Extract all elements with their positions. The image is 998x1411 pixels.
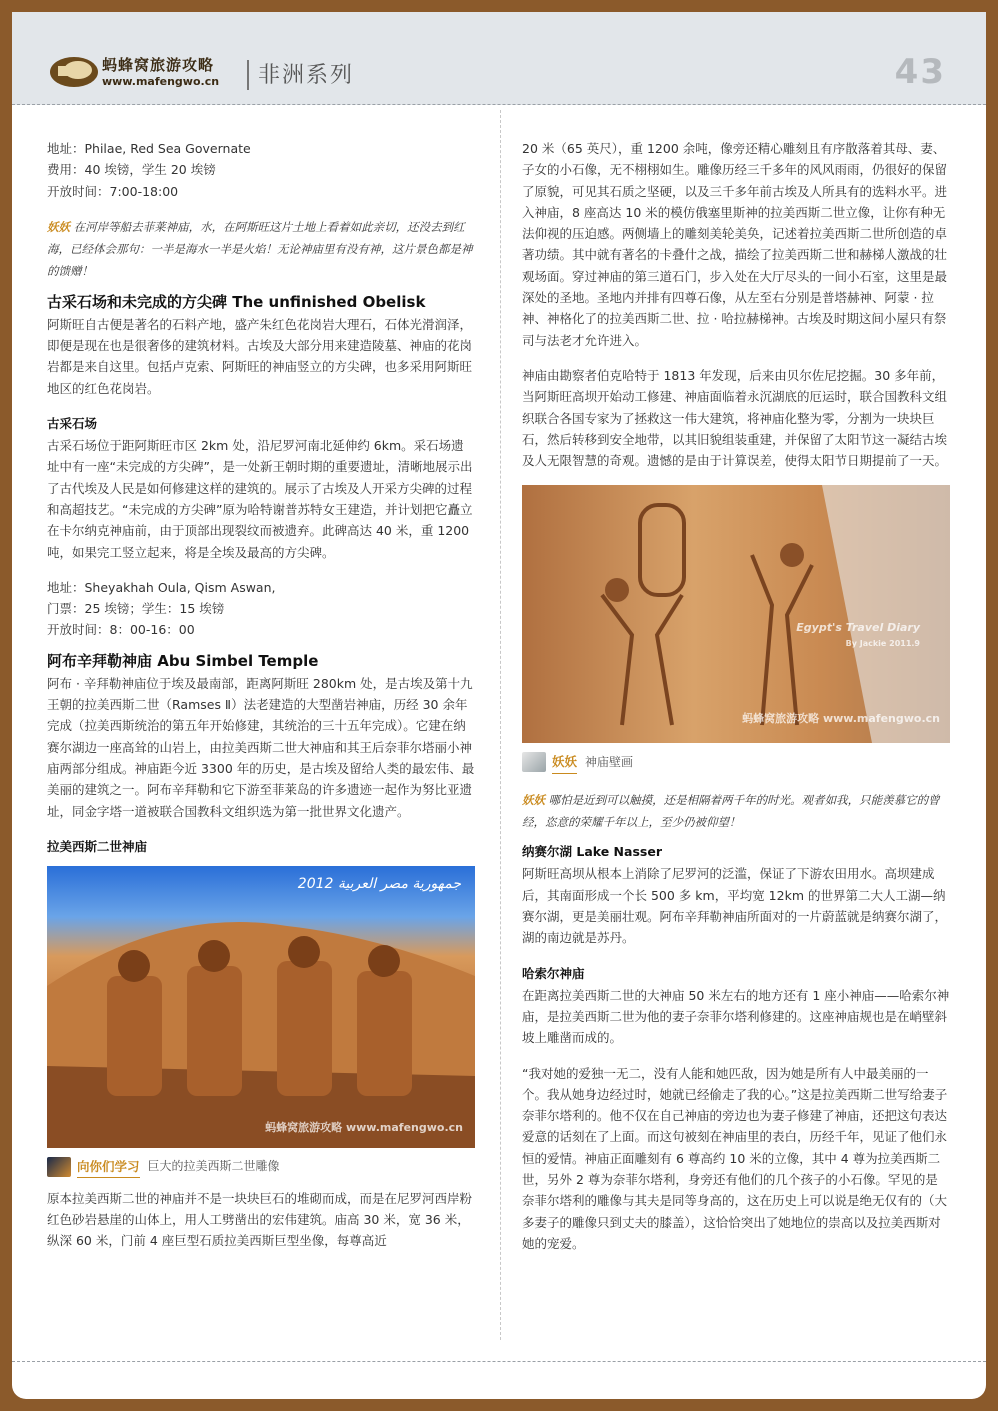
traveler-quote — [47, 216, 475, 282]
philae-info — [47, 138, 475, 202]
header-separator — [247, 60, 249, 90]
avatar[interactable] — [522, 752, 546, 772]
info-line: 开放时间：7:00-18:00 — [47, 183, 179, 199]
footer-line — [12, 1361, 986, 1362]
temple-relief-photo[interactable] — [522, 485, 950, 743]
paragraph: 阿布 · 辛拜勒神庙位于埃及最南部，距离阿斯旺 280km 处，是古埃及第十九王朝的拉美西斯二世（Ramses Ⅱ）法老建造的大型凿岩神庙，历经 30 余年完成（拉美西斯统治的第五年开始修建，其统治的三十五年完成）。它建在纳赛尔湖边一座高耸的山岩上，由拉美西斯二世大神庙和其王后奈菲尔塔丽小神庙两部分组成。神庙距今近 3300 年的历史，是古埃及留给人类的最宏伟、最美丽的建筑之一。阿布辛拜勒和它下游至菲莱岛的许多遗迹一起作为努比亚遗址，同金字塔一道被联合国教科文组织选为第一批世界文化遗产。 — [47, 675, 475, 819]
quote-text: 哪怕是近到可以触摸，还是相隔着两千年的时光。观者如我，只能羡慕它的曾经，恣意的荣耀千年以上，至少仍被仰望！ — [522, 793, 940, 830]
info-line: 地址：Philae, Red Sea Governate — [47, 141, 251, 156]
paragraph: 阿斯旺高坝从根本上消除了尼罗河的泛滥，保证了下游农田用水。高坝建成后，其南面形成一个长 500 多 km，平均宽 12km 的世界第二大人工湖—纳赛尔湖，更是美丽壮观。阿布辛拜勒神庙所面对的一片蔚蓝就是纳赛尔湖了，湖的南边就是苏丹。 — [522, 866, 948, 946]
brand-name: 蚂蜂窝旅游攻略 — [102, 56, 215, 74]
subsection-title-nasser: 纳赛尔湖 Lake Nasser — [522, 844, 662, 860]
caption-user-link[interactable]: 妖妖 — [552, 751, 577, 773]
quote-author-link[interactable]: 妖妖 — [47, 219, 70, 234]
paragraph: 20 米（65 英尺），重 1200 余吨，像旁还精心雕刻且有序散落着其母、妻、子女的小石像，无不栩栩如生。雕像历经三千多年的风风雨雨，仍很好的保留了原貌，可见其石质之坚硬，以及三千多年前古埃及人所具有的选料水平。进入神庙，8 座高达 10 米的模仿俄塞里斯神的拉美西斯二世立像，让你有种无法仰视的压迫感。两侧墙上的雕刻美轮美奂，记述着拉美西斯二世所创造的卓著功绩。其中就有著名的卡叠什之战，描绘了拉美西斯二世和赫梯人激战的壮观场面。穿过神庙的第三道石门，步入处在大厅尽头的一间小石室，这里是最深处的圣地。圣地内并排有四尊石像，从左至右分别是普塔赫神、阿蒙 · 拉神、神格化了的拉美西斯二世、拉 · 哈拉赫梯神。古埃及时期这间小屋只有祭司与法老才允许进入。 — [522, 141, 948, 348]
photo-overlay-text: جمهورية مصر العربية 2012 — [297, 875, 461, 892]
ramses-statues-photo[interactable] — [47, 866, 475, 1148]
caption-text: 巨大的拉美西斯二世雕像 — [147, 1159, 280, 1174]
paragraph: 原本拉美西斯二世的神庙并不是一块块巨石的堆砌而成，而是在尼罗河西岸粉红色砂岩悬崖的山体上，用人工劈凿出的宏伟建筑。庙高 30 米，宽 36 米，纵深 60 米，门前 4 座巨型石质拉美西斯巨型坐像，每尊高近 — [47, 1190, 473, 1249]
brand-url: www.mafengwo.cn — [102, 75, 220, 88]
info-line: 开放时间：8：00-16：00 — [47, 622, 195, 638]
section-title-obelisk: 古采石场和未完成的方尖碑 The unfinished Obelisk — [47, 292, 426, 311]
photo-watermark: 蚂蜂窝旅游攻略 www.mafengwo.cn — [265, 1120, 463, 1134]
caption-user-link[interactable]: 向你们学习 — [77, 1156, 140, 1178]
column-divider — [500, 110, 501, 1340]
right-column — [522, 138, 950, 1254]
photo-watermark: 蚂蜂窝旅游攻略 www.mafengwo.cn — [742, 712, 940, 726]
info-line: 费用：40 埃镑，学生 20 埃镑 — [47, 162, 216, 178]
photo-caption — [47, 1154, 475, 1180]
avatar[interactable] — [47, 1157, 71, 1177]
photo-caption — [522, 749, 950, 775]
quote-author-link[interactable]: 妖妖 — [522, 793, 545, 808]
temple-relief-illustration — [522, 485, 950, 743]
series-title: 非洲系列 — [258, 63, 355, 88]
paragraph: 阿斯旺自古便是著名的石料产地，盛产朱红色花岗岩大理石，石体光滑润泽，即便是现在也是很奢侈的建筑材料。古埃及大部分用来建造陵墓、神庙的花岗岩都是来自这里。包括卢克索、阿斯旺的神庙竖立的方尖碑，也多采用阿斯旺地区的红色花岗岩。 — [47, 316, 473, 396]
paragraph: 在距离拉美西斯二世的大神庙 50 米左右的地方还有 1 座小神庙——哈索尔神庙，是拉美西斯二世为他的妻子奈菲尔塔利修建的。这座神庙规也是在峭壁斜坡上雕凿而成的。 — [522, 987, 950, 1046]
traveler-quote — [522, 789, 950, 833]
photo-watermark: Egypt's Travel Diary — [796, 621, 920, 635]
subsection-title-hathor: 哈索尔神庙 — [522, 965, 585, 981]
info-line: 门票：25 埃镑；学生：15 埃镑 — [47, 601, 225, 617]
paragraph: “我对她的爱独一无二，没有人能和她匹敌，因为她是所有人中最美丽的一个。我从她身边经过时，她就已经偷走了我的心。”这是拉美西斯二世写给妻子奈菲尔塔利的。他不仅在自己神庙的旁边也为妻子修建了神庙，还把这句表达爱意的话刻在了上面。而这句被刻在神庙里的表白，历经千年，见证了他们永恒的爱情。神庙正面雕刻有 6 尊高约 10 米的立像，其中 4 尊为拉美西斯二世，另外 2 尊为奈菲尔塔利，身旁还有他们的几个孩子的小石像。罕见的是奈菲尔塔利的雕像与其夫是同等身高的，这在历史上可以说是绝无仅有的（大多妻子的雕像只到丈夫的膝盖），这恰恰突出了她地位的崇高以及拉美西斯对她的宠爱。 — [522, 1065, 948, 1251]
quarry-info — [47, 577, 475, 641]
page-header — [12, 12, 986, 105]
page-number: 43 — [894, 52, 946, 92]
left-column — [47, 138, 475, 1252]
paragraph: 神庙由勘察者伯克哈特于 1813 年发现，后来由贝尔佐尼挖掘。30 多年前，当阿斯旺高坝开始动工修建、神庙面临着永沉湖底的厄运时，联合国教科文组织联合各国专家为了拯救这一伟大建筑，将神庙化整为零，分割为一块块巨石，然后转移到安全地带，以其旧貌组装重建，并保留了太阳节这一凝结古埃及人无限智慧的奇观。遗憾的是由于计算误差，使得太阳节日期提前了一天。 — [522, 367, 948, 469]
section-title-abu-simbel: 阿布辛拜勒神庙 Abu Simbel Temple — [47, 651, 319, 670]
mafengwo-logo-icon — [48, 52, 100, 90]
quote-text: 在河岸等船去菲莱神庙，水，在阿斯旺这片土地上看着如此亲切，还没去到红海，已经体会那句：一半是海水一半是火焰！无论神庙里有没有神，这片景色都是神的馈赠！ — [47, 219, 473, 278]
paragraph: 古采石场位于距阿斯旺市区 2km 处，沿尼罗河南北延伸约 6km。采石场遗址中有一座“未完成的方尖碑”，是一处新王朝时期的重要遗址，清晰地展示出了古代埃及人民是如何修建这样的建筑的。展示了古埃及人开采方尖碑的过程和高超技艺。“未完成的方尖碑”原为哈特谢普苏特女王建造，并计划把它矗立在卡尔纳克神庙前，由于顶部出现裂纹而被遗弃。此碑高达 40 米，重 1200 吨，如果完工竖立起来，将是全埃及最高的方尖碑。 — [47, 438, 473, 560]
caption-text: 神庙壁画 — [585, 754, 634, 769]
subsection-title-ramses: 拉美西斯二世神庙 — [47, 838, 148, 854]
photo-watermark: By Jackie 2011.9 — [845, 639, 920, 649]
info-line: 地址：Sheyakhah Oula, Qism Aswan, — [47, 579, 276, 595]
subsection-title-quarry: 古采石场 — [47, 416, 98, 432]
ramses-statues-illustration — [47, 866, 475, 1148]
